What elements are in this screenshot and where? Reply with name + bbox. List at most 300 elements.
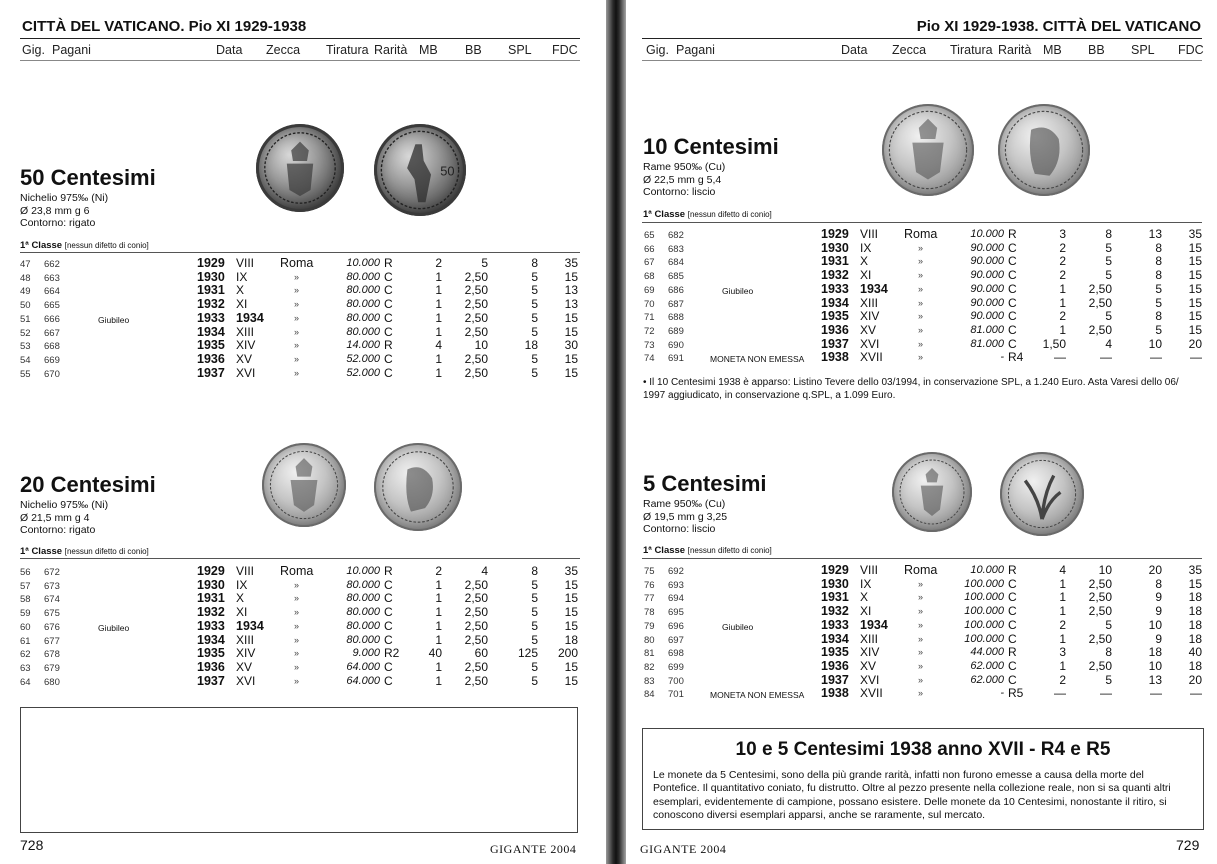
col-spl: SPL bbox=[508, 43, 532, 57]
cell-regnal: XVI bbox=[860, 336, 880, 351]
cell-gig: 65 bbox=[644, 230, 655, 241]
cell-spl: 5 bbox=[531, 324, 538, 339]
cell-pag: 679 bbox=[44, 662, 60, 674]
classe-label bbox=[643, 209, 772, 220]
cell-year: 1937 bbox=[197, 365, 225, 380]
cell-spl: 5 bbox=[531, 577, 538, 592]
cell-spl: 13 bbox=[1148, 227, 1162, 241]
cell-tir: 80.000 bbox=[346, 619, 380, 632]
coin-50c-reverse bbox=[374, 124, 466, 216]
note-box-1938 bbox=[642, 728, 1204, 830]
cell-mb: 3 bbox=[1059, 227, 1066, 241]
cell-tir: 64.000 bbox=[346, 660, 380, 673]
cell-year: 1933 bbox=[821, 617, 849, 632]
cell-fdc: 30 bbox=[564, 338, 578, 353]
cell-gig: 52 bbox=[20, 327, 31, 339]
cell-gig: 76 bbox=[644, 579, 655, 591]
cell-pag: 680 bbox=[44, 676, 60, 688]
cell-tir: - bbox=[1000, 687, 1004, 700]
cell-rar: C bbox=[384, 365, 393, 380]
cell-pag: 663 bbox=[44, 272, 60, 284]
cell-spl: 5 bbox=[531, 297, 538, 312]
table-rule bbox=[642, 558, 1202, 559]
cell-bb: — bbox=[1100, 350, 1112, 365]
cell-pag: 682 bbox=[668, 230, 684, 241]
cell-tir: 52.000 bbox=[346, 366, 380, 379]
cell-fdc: 15 bbox=[564, 351, 578, 366]
cell-gig: 68 bbox=[644, 271, 655, 283]
cell-gig: 51 bbox=[20, 313, 31, 325]
cell-regnal: XIV bbox=[860, 309, 880, 324]
classe-name: 1ª Classe bbox=[20, 240, 63, 251]
section-title-20c: 20 Centesimi bbox=[20, 472, 156, 497]
table-row bbox=[644, 578, 1204, 591]
cell-spl: 8 bbox=[1155, 309, 1162, 324]
cell-tir: - bbox=[1000, 351, 1004, 364]
cell-gig: 57 bbox=[20, 580, 31, 592]
cell-spl: 5 bbox=[531, 673, 538, 688]
cell-mb: 2 bbox=[1059, 268, 1066, 283]
spec-edge: Contorno: liscio bbox=[643, 186, 716, 199]
coin-20c-reverse bbox=[374, 443, 462, 531]
note-box-text: Le monete da 5 Centesimi, sono della più grande rarità, infatti non furono emesse a causa della morte del Pontefice. Il quantitativo coniato, fu distrutto. Oltre al pezzo presente nella collezione reale, non si sa quanti altri esemplari, evidentemente di campione, possano esistere. Delle monete da 10 Centesimi, nonostante il ritiro, si conoscono diversi esemplari apparsi, anche se raramente, sul mercato. bbox=[653, 769, 1171, 822]
cell-spl: 5 bbox=[531, 591, 538, 606]
cell-zecca: » bbox=[918, 311, 924, 322]
cell-bb: 2,50 bbox=[464, 269, 488, 284]
cell-gig: 63 bbox=[20, 662, 31, 674]
cell-gig: 50 bbox=[20, 300, 31, 312]
cell-rar: C bbox=[384, 591, 393, 606]
cell-fdc: 15 bbox=[1188, 309, 1202, 324]
table-row bbox=[644, 242, 1204, 255]
cell-fdc: 18 bbox=[1188, 590, 1202, 605]
cell-pag: 674 bbox=[44, 594, 60, 606]
col-spl: SPL bbox=[1131, 43, 1155, 57]
cell-year: 1936 bbox=[197, 351, 225, 366]
cell-fdc: 18 bbox=[1188, 658, 1202, 673]
cell-year: 1934 bbox=[821, 295, 849, 310]
cell-gig: 60 bbox=[20, 621, 31, 633]
cell-regnal: XIII bbox=[860, 631, 879, 646]
cell-note: MONETA NON EMESSA bbox=[710, 354, 805, 365]
cell-year: 1930 bbox=[197, 269, 225, 284]
cell-pag: 683 bbox=[668, 243, 684, 255]
spec-10c bbox=[643, 161, 725, 199]
cell-year: 1931 bbox=[821, 590, 849, 605]
cell-fdc: 13 bbox=[564, 283, 578, 298]
table-row bbox=[644, 324, 1204, 337]
cell-gig: 66 bbox=[644, 243, 655, 255]
column-rule bbox=[642, 60, 1202, 61]
cell-spl: 9 bbox=[1155, 590, 1162, 605]
cell-bb: 2,50 bbox=[464, 283, 488, 298]
cell-bb: 4 bbox=[481, 564, 488, 578]
table-row bbox=[644, 564, 1204, 577]
cell-tir: 9.000 bbox=[352, 647, 380, 660]
cell-pag: 689 bbox=[668, 325, 684, 337]
cell-fdc: 35 bbox=[564, 564, 578, 578]
cell-mb: 1 bbox=[435, 605, 442, 620]
cell-year: 1937 bbox=[821, 336, 849, 351]
cell-mb: 1 bbox=[435, 673, 442, 688]
cell-tir: 14.000 bbox=[346, 339, 380, 352]
cell-rar: R bbox=[384, 338, 393, 353]
spec-metal: Rame 950‰ (Cu) bbox=[643, 161, 726, 173]
table-row bbox=[644, 351, 1204, 364]
cell-spl: 5 bbox=[1155, 295, 1162, 310]
cell-bb: 2,50 bbox=[1088, 604, 1112, 619]
cell-zecca: » bbox=[918, 338, 924, 349]
cell-pag: 662 bbox=[44, 259, 60, 270]
cell-gig: 80 bbox=[644, 634, 655, 646]
cell-fdc: 35 bbox=[1188, 227, 1202, 241]
cell-spl: 13 bbox=[1148, 672, 1162, 687]
cell-spl: 18 bbox=[1148, 645, 1162, 660]
spec-20c bbox=[20, 499, 108, 537]
table-row bbox=[644, 633, 1204, 646]
cell-pag: 677 bbox=[44, 635, 60, 647]
cell-mb: 1 bbox=[1059, 631, 1066, 646]
cell-year: 1934 bbox=[821, 631, 849, 646]
cell-pag: 667 bbox=[44, 327, 60, 339]
cell-fdc: 15 bbox=[564, 577, 578, 592]
cell-bb: 2,50 bbox=[1088, 658, 1112, 673]
cell-fdc: 15 bbox=[1188, 295, 1202, 310]
cell-fdc: 35 bbox=[564, 256, 578, 270]
cell-spl: 10 bbox=[1148, 658, 1162, 673]
cell-bb: 2,50 bbox=[464, 577, 488, 592]
spec-50c bbox=[20, 192, 108, 230]
cell-zecca: » bbox=[294, 620, 300, 631]
cell-regnal: XIII bbox=[236, 324, 255, 339]
coin-10c-obverse bbox=[882, 104, 974, 196]
cell-rar: R5 bbox=[1008, 686, 1024, 701]
cell-pag: 664 bbox=[44, 286, 60, 298]
col-gig: Gig. bbox=[22, 43, 45, 57]
cell-regnal: X bbox=[236, 591, 245, 606]
cell-year: 1938 bbox=[821, 350, 849, 365]
cell-regnal: IX bbox=[236, 577, 248, 592]
cell-bb: 2,50 bbox=[464, 632, 488, 647]
table-row bbox=[20, 565, 580, 578]
cell-pag: 696 bbox=[668, 620, 684, 632]
cell-regnal: VIII bbox=[236, 564, 255, 578]
svg-text:50: 50 bbox=[440, 163, 455, 179]
cell-regnal: XI bbox=[236, 297, 248, 312]
cell-mb: 2 bbox=[1059, 309, 1066, 324]
cell-gig: 70 bbox=[644, 298, 655, 310]
cell-year: 1934 bbox=[197, 324, 225, 339]
col-mb: MB bbox=[1043, 43, 1062, 57]
cell-pag: 676 bbox=[44, 621, 60, 633]
cell-spl: 18 bbox=[524, 338, 538, 353]
cell-mb: 1 bbox=[1059, 576, 1066, 591]
cell-tir: 90.000 bbox=[970, 241, 1004, 254]
cell-gig: 78 bbox=[644, 607, 655, 619]
cell-mb: 4 bbox=[435, 338, 442, 353]
cell-mb: 2 bbox=[1059, 240, 1066, 255]
cell-mb: 4 bbox=[1059, 563, 1066, 577]
cell-zecca: » bbox=[294, 648, 300, 659]
cell-tir: 80.000 bbox=[346, 578, 380, 591]
cell-note: MONETA NON EMESSA bbox=[710, 690, 805, 701]
cell-pag: 670 bbox=[44, 368, 60, 380]
cell-gig: 69 bbox=[644, 284, 655, 296]
cell-year2: 1934 bbox=[860, 281, 888, 296]
cell-fdc: 15 bbox=[564, 673, 578, 688]
cell-bb: 2,50 bbox=[464, 324, 488, 339]
cell-gig: 49 bbox=[20, 286, 31, 298]
cell-zecca: » bbox=[918, 606, 924, 617]
table-rule bbox=[20, 558, 580, 559]
header-rule bbox=[20, 38, 580, 39]
cell-pag: 700 bbox=[668, 675, 684, 687]
cell-bb: 2,50 bbox=[464, 591, 488, 606]
cell-rar: R bbox=[1008, 227, 1017, 241]
cell-spl: 5 bbox=[1155, 281, 1162, 296]
cell-zecca: » bbox=[918, 674, 924, 685]
cell-regnal: XVI bbox=[236, 673, 256, 688]
cell-spl: 5 bbox=[531, 269, 538, 284]
left-page bbox=[0, 0, 606, 864]
cell-year: 1935 bbox=[197, 338, 225, 353]
cell-bb: 2,50 bbox=[464, 659, 488, 674]
cell-rar: C bbox=[1008, 254, 1017, 269]
cell-pag: 669 bbox=[44, 354, 60, 366]
spec-edge: Contorno: rigato bbox=[20, 217, 96, 230]
cell-fdc: 15 bbox=[564, 605, 578, 620]
cell-pag: 668 bbox=[44, 341, 60, 353]
spec-metal: Rame 950‰ (Cu) bbox=[643, 498, 726, 510]
cell-regnal: IX bbox=[860, 240, 872, 255]
table-rule bbox=[642, 222, 1202, 223]
cell-zecca: » bbox=[294, 634, 300, 645]
cell-year: 1930 bbox=[821, 576, 849, 591]
col-data: Data bbox=[216, 43, 243, 57]
spec-edge: Contorno: rigato bbox=[20, 524, 96, 537]
cell-bb: 10 bbox=[1098, 563, 1112, 577]
cell-fdc: 15 bbox=[564, 659, 578, 674]
cell-fdc: 15 bbox=[564, 591, 578, 606]
cell-rar: C bbox=[384, 297, 393, 312]
table-row bbox=[644, 660, 1204, 673]
cell-gig: 64 bbox=[20, 676, 31, 688]
cell-spl: 5 bbox=[531, 618, 538, 633]
table-row bbox=[644, 591, 1204, 604]
cell-regnal: XV bbox=[236, 351, 253, 366]
cell-bb: 2,50 bbox=[464, 297, 488, 312]
cell-zecca: Roma bbox=[280, 256, 314, 270]
col-bb: BB bbox=[465, 43, 482, 57]
cell-fdc: 18 bbox=[564, 632, 578, 647]
table-row bbox=[20, 257, 580, 270]
cell-mb: 2 bbox=[1059, 617, 1066, 632]
cell-pag: 701 bbox=[668, 689, 684, 701]
cell-year2: 1934 bbox=[860, 617, 888, 632]
cell-pag: 698 bbox=[668, 648, 684, 660]
table-row bbox=[644, 605, 1204, 618]
cell-tir: 62.000 bbox=[970, 673, 1004, 686]
cell-year: 1937 bbox=[821, 672, 849, 687]
cell-regnal: XIII bbox=[236, 632, 255, 647]
cell-rar: R bbox=[384, 564, 393, 578]
cell-fdc: 18 bbox=[1188, 631, 1202, 646]
cell-year: 1936 bbox=[821, 658, 849, 673]
cell-mb: — bbox=[1054, 350, 1066, 365]
cell-mb: 1 bbox=[435, 632, 442, 647]
section-title-50c: 50 Centesimi bbox=[20, 165, 156, 190]
table-row bbox=[20, 271, 580, 284]
running-head: Pio XI 1929-1938. CITTÀ DEL VATICANO bbox=[916, 18, 1201, 35]
cell-pag: 678 bbox=[44, 649, 60, 661]
cell-mb: 1 bbox=[435, 297, 442, 312]
cell-spl: — bbox=[1150, 686, 1162, 701]
cell-fdc: 200 bbox=[557, 646, 578, 661]
cell-zecca: » bbox=[294, 271, 300, 282]
cell-rar: C bbox=[384, 673, 393, 688]
col-zecca: Zecca bbox=[892, 43, 927, 57]
cell-zecca: » bbox=[918, 688, 924, 699]
cell-gig: 54 bbox=[20, 354, 31, 366]
cell-bb: 5 bbox=[1105, 240, 1112, 255]
cell-gig: 74 bbox=[644, 353, 655, 365]
cell-bb: 2,50 bbox=[1088, 590, 1112, 605]
cell-year: 1932 bbox=[821, 268, 849, 283]
cell-zecca: » bbox=[294, 675, 300, 686]
cell-note: Giubileo bbox=[722, 621, 754, 632]
cell-pag: 699 bbox=[668, 661, 684, 673]
coin-20c-obverse bbox=[262, 443, 346, 527]
cell-year: 1929 bbox=[197, 564, 225, 578]
cell-bb: 2,50 bbox=[1088, 576, 1112, 591]
col-tiratura: Tiratura bbox=[326, 43, 369, 57]
cell-year: 1930 bbox=[821, 240, 849, 255]
col-pagani: Pagani bbox=[52, 43, 91, 57]
cell-zecca: » bbox=[918, 660, 924, 671]
cell-regnal: XVII bbox=[860, 350, 883, 365]
cell-mb: 2 bbox=[1059, 672, 1066, 687]
cell-mb: 1 bbox=[435, 659, 442, 674]
cell-fdc: 15 bbox=[564, 365, 578, 380]
cell-regnal: VIII bbox=[860, 227, 879, 241]
cell-fdc: 15 bbox=[1188, 254, 1202, 269]
cell-bb: 2,50 bbox=[1088, 631, 1112, 646]
cell-regnal: XV bbox=[860, 658, 877, 673]
cell-gig: 58 bbox=[20, 594, 31, 606]
cell-zecca: » bbox=[294, 661, 300, 672]
cell-tir: 80.000 bbox=[346, 284, 380, 297]
cell-fdc: 15 bbox=[1188, 268, 1202, 283]
spec-size: Ø 21,5 mm g 4 bbox=[20, 511, 90, 524]
cell-pag: 673 bbox=[44, 580, 60, 592]
cell-gig: 48 bbox=[20, 272, 31, 284]
cell-mb: 1 bbox=[1059, 590, 1066, 605]
cell-mb: 1 bbox=[435, 351, 442, 366]
cell-spl: 5 bbox=[1155, 322, 1162, 337]
cell-regnal: XVI bbox=[236, 365, 256, 380]
cell-spl: 5 bbox=[531, 659, 538, 674]
cell-regnal: XI bbox=[236, 605, 248, 620]
cell-tir: 90.000 bbox=[970, 255, 1004, 268]
cell-pag: 690 bbox=[668, 339, 684, 351]
cell-year: 1932 bbox=[197, 605, 225, 620]
cell-mb: 1,50 bbox=[1042, 336, 1066, 351]
table-row bbox=[20, 367, 580, 380]
cell-year: 1933 bbox=[197, 618, 225, 633]
cell-year: 1929 bbox=[821, 227, 849, 241]
cell-fdc: 15 bbox=[1188, 240, 1202, 255]
page-number: 729 bbox=[1176, 837, 1200, 853]
cell-regnal: XI bbox=[860, 268, 872, 283]
classe-note: [nessun difetto di conio] bbox=[64, 241, 149, 250]
cell-spl: 8 bbox=[1155, 268, 1162, 283]
section-title-10c: 10 Centesimi bbox=[643, 134, 779, 159]
cell-regnal: XIII bbox=[860, 295, 879, 310]
cell-bb: 8 bbox=[1105, 227, 1112, 241]
cell-bb: 2,50 bbox=[464, 365, 488, 380]
cell-tir: 100.000 bbox=[964, 591, 1004, 604]
col-mb: MB bbox=[419, 43, 438, 57]
coin-10c-reverse bbox=[998, 104, 1090, 196]
table-row bbox=[20, 579, 580, 592]
col-rarita: Rarità bbox=[374, 43, 408, 57]
imprint: GIGANTE 2004 bbox=[490, 842, 577, 856]
cell-bb: — bbox=[1100, 686, 1112, 701]
cell-rar: C bbox=[1008, 658, 1017, 673]
cell-zecca: » bbox=[918, 283, 924, 294]
cell-regnal: XV bbox=[236, 659, 253, 674]
classe-label bbox=[20, 546, 149, 557]
table-row bbox=[20, 634, 580, 647]
table-row bbox=[20, 326, 580, 339]
cell-zecca: » bbox=[294, 285, 300, 296]
cell-tir: 81.000 bbox=[970, 337, 1004, 350]
cell-tir: 100.000 bbox=[964, 605, 1004, 618]
cell-tir: 80.000 bbox=[346, 592, 380, 605]
cell-year: 1931 bbox=[197, 591, 225, 606]
cell-rar: C bbox=[1008, 631, 1017, 646]
table-row bbox=[644, 674, 1204, 687]
cell-bb: 2,50 bbox=[1088, 322, 1112, 337]
table-row bbox=[644, 269, 1204, 282]
cell-zecca: » bbox=[294, 340, 300, 351]
cell-spl: 9 bbox=[1155, 631, 1162, 646]
classe-note: [nessun difetto di conio] bbox=[687, 210, 772, 219]
spec-size: Ø 22,5 mm g 5,4 bbox=[643, 173, 722, 186]
cell-fdc: — bbox=[1190, 686, 1202, 701]
spec-metal: Nichelio 975‰ (Ni) bbox=[20, 499, 109, 511]
cell-year: 1935 bbox=[197, 646, 225, 661]
cell-gig: 75 bbox=[644, 566, 655, 577]
spec-size: Ø 19,5 mm g 3,25 bbox=[643, 510, 728, 523]
cell-pag: 684 bbox=[668, 257, 684, 269]
cell-year: 1931 bbox=[197, 283, 225, 298]
cell-fdc: — bbox=[1190, 350, 1202, 365]
table-row bbox=[20, 647, 580, 660]
cell-zecca: » bbox=[294, 326, 300, 337]
classe-label bbox=[643, 545, 772, 556]
cell-spl: 5 bbox=[531, 605, 538, 620]
cell-tir: 62.000 bbox=[970, 659, 1004, 672]
classe-name: 1ª Classe bbox=[643, 209, 686, 220]
cell-tir: 100.000 bbox=[964, 618, 1004, 631]
empty-box bbox=[20, 707, 578, 833]
cell-rar: C bbox=[384, 310, 393, 325]
cell-tir: 90.000 bbox=[970, 269, 1004, 282]
cell-zecca: » bbox=[918, 578, 924, 589]
cell-regnal: XIV bbox=[236, 646, 256, 661]
cell-pag: 665 bbox=[44, 300, 60, 312]
